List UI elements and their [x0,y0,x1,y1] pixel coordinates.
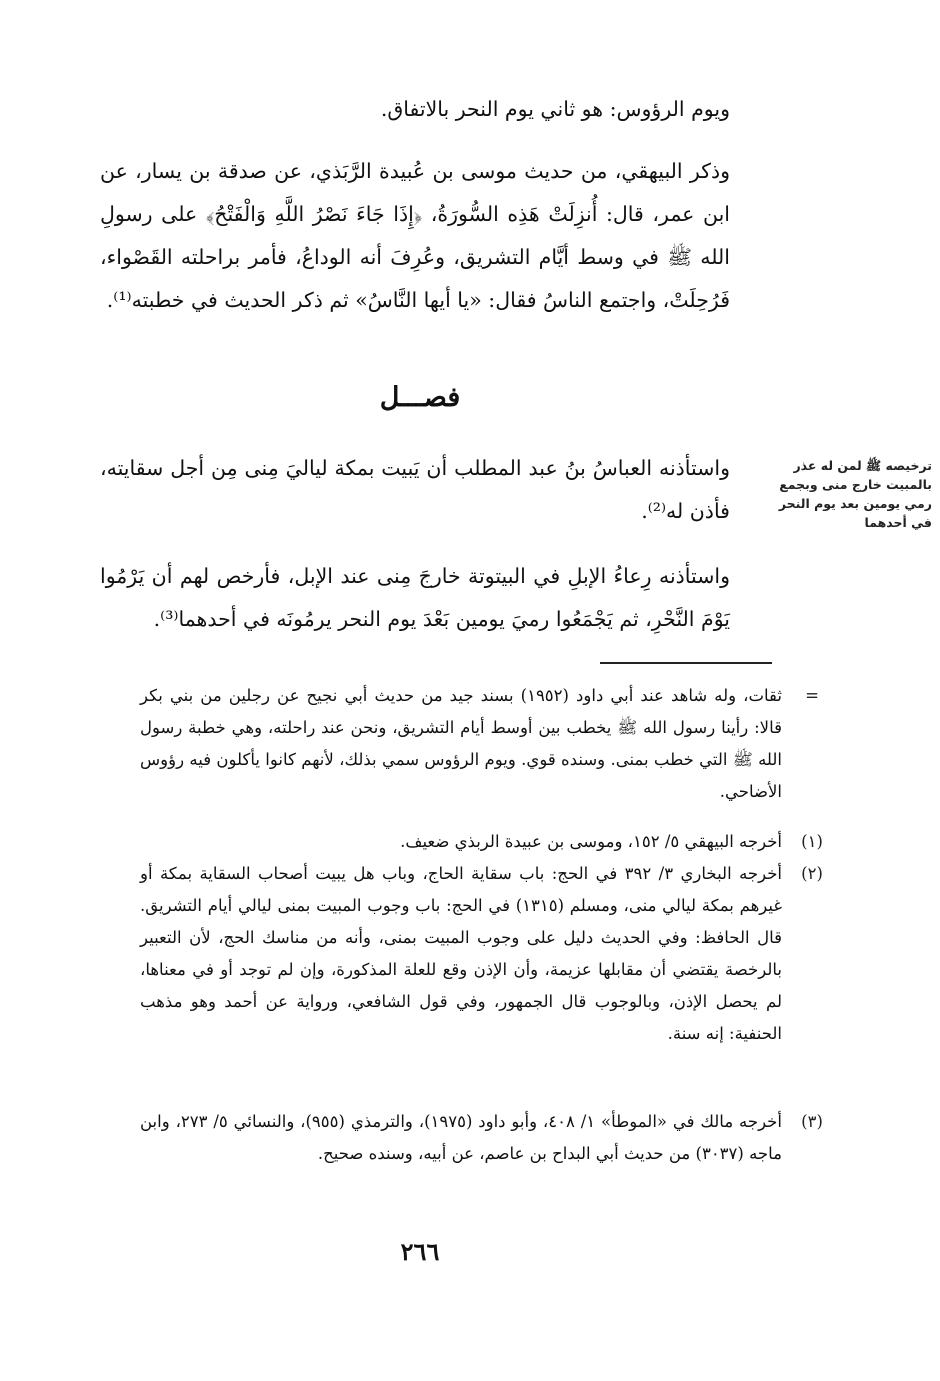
footnote-separator [600,662,772,664]
footnote-continuation [140,680,819,808]
footnote-text: ثقات، وله شاهد عند أبي داود (١٩٥٢) بسند جيد من حديث أبي نجيح عن رجلين من بني بكر قالا: رأينا رسول الله ﷺ يخطب بين أوسط أيام التشريق، ونحن عند راحلته، وهي خطبة رسول الله ﷺ التي خطب بمنى. وسنده قوي. ويوم الرؤوس سمي بذلك، لأنهم كانوا يأكلون فيه رؤوس الأضاحي. [140,686,782,801]
main-paragraph-4: واستأذنه رِعاءُ الإبلِ في البيتوتة خارجَ مِنى عند الإبل، فأرخص لهم أن يَرْمُوا يَوْمَ النَّحْرِ، ثم يَجْمَعُوا رميَ يومين بَعْدَ يوم النحر يرمُونَه في أحدهما⁽³⁾. [100,564,730,631]
footnote-3 [140,1106,823,1170]
main-paragraph-2: وذكر البيهقي، من حديث موسى بن عُبيدة الرَّبَذي، عن صدقة بن يسار، عن ابن عمر، قال: أُنزِلَتْ هَذِه السُّورَةُ، ﴿إِذَا جَاءَ نَصْرُ اللَّهِ وَالْفَتْحُ﴾ على رسولِ الله ﷺ في وسط أيَّام التشريق، وعُرِفَ أنه الوداعُ، فأمر براحلته القَصْواء، فَرُحِلَتْ، واجتمع الناسُ فقال: «يا أيها النَّاسُ» ثم ذكر الحديث في خطبته⁽¹⁾. [100,159,730,312]
footnote-marker: = [805,686,819,705]
footnote-text: أخرجه مالك في «الموطأ» ١/ ٤٠٨، وأبو داود (١٩٧٥)، والترمذي (٩٥٥)، والنسائي ٥/ ٢٧٣، وابن ماجه (٣٠٣٧) من حديث أبي البداح بن عاصم، عن أبيه، وسنده صحيح. [140,1112,782,1163]
footnote-1 [140,826,823,858]
footnote-marker: (١) [801,832,823,851]
footnote-marker: (٣) [801,1112,823,1131]
main-paragraph-1: ويوم الرؤوس: هو ثاني يوم النحر بالاتفاق. [380,97,730,121]
margin-sidenote: ترخيصه ﷺ لمن له عذر بالمبيت خارج منى وبجمع رمي يومين بعد يوم النحر في أحدهما [778,458,932,530]
main-paragraph-3: واستأذنه العباسُ بنُ عبد المطلب أن يَبيت بمكة لياليَ مِنى مِن أجل سقايته، فأذن له⁽²⁾. [100,456,730,523]
footnote-text: أخرجه البيهقي ٥/ ١٥٢، وموسى بن عبيدة الربذي ضعيف. [400,832,782,851]
page-number: ٢٦٦ [400,1237,440,1266]
footnote-marker: (٢) [801,864,823,883]
section-heading: فصـــل [379,382,461,413]
footnote-2 [140,858,823,1050]
footnote-text: أخرجه البخاري ٣/ ٣٩٢ في الحج: باب سقاية الحاج، وباب هل يبيت أصحاب السقاية بمكة أو غيرهم بمكة ليالي منى، ومسلم (١٣١٥) في الحج: باب وجوب المبيت بمنى ليالي أيام التشريق. قال الحافظ: وفي الحديث دليل على وجوب المبيت بمنى، وأنه من مناسك الحج، لأن التعبير بالرخصة يقتضي أن مقابلها عزيمة، وأن الإذن وقع للعلة المذكورة، وإن لم توجد أو في معناها، لم يحصل الإذن، وبالوجوب قال الجمهور، وفي قول الشافعي، ورواية عن أحمد وهو مذهب الحنفية: إنه سنة. [140,864,782,1043]
